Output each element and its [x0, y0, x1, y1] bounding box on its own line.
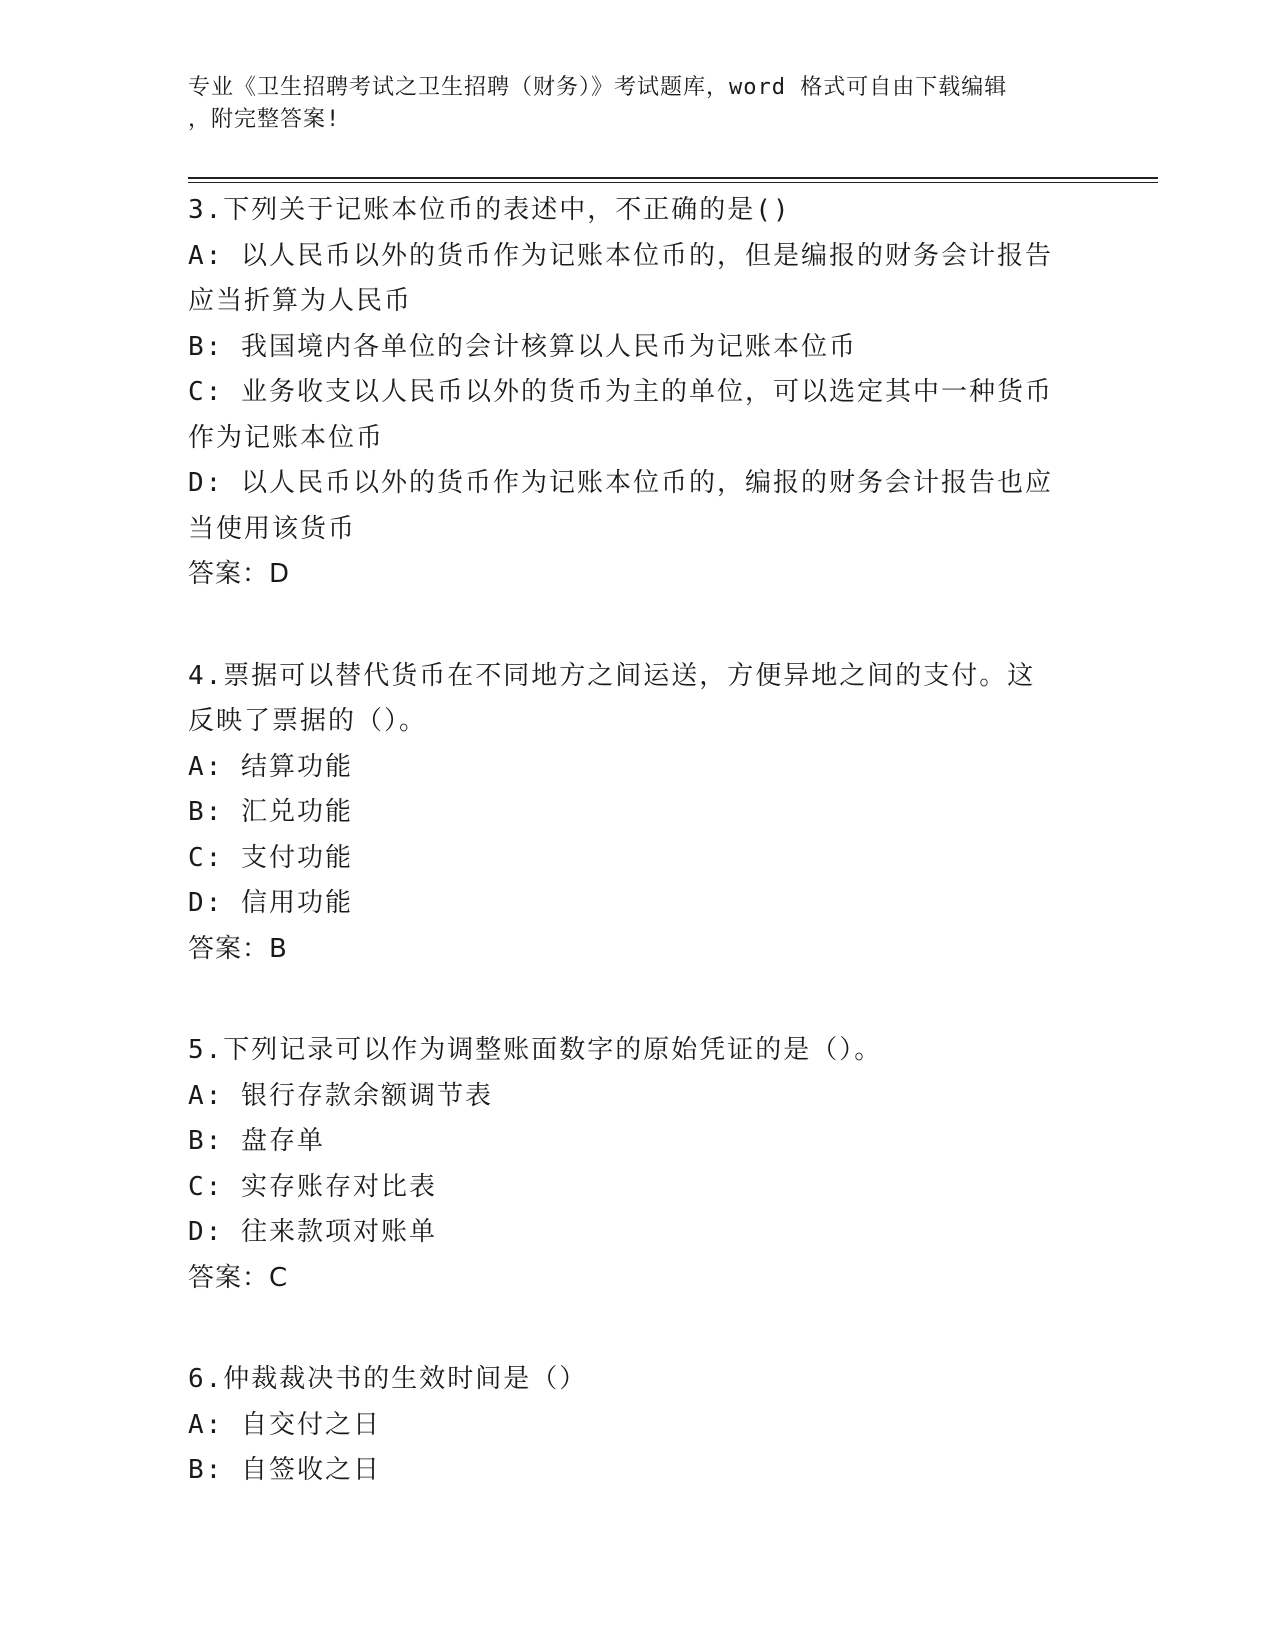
answer-option-line: B: 我国境内各单位的会计核算以人民币为记账本位币	[188, 331, 857, 362]
answer-option-line: 应当折算为人民币	[188, 286, 413, 316]
answer-option	[188, 1448, 1068, 1494]
answer-option-line: B: 汇兑功能	[188, 797, 353, 827]
question-stem-line: 5.下列记录可以作为调整账面数字的原始凭证的是（）。	[188, 1035, 883, 1065]
answer-option	[188, 1119, 1068, 1165]
question-block	[188, 654, 1068, 973]
answer-option	[188, 790, 1068, 836]
question-stem-line: 4.票据可以替代货币在不同地方之间运送，方便异地之间的支付。这	[188, 660, 1036, 691]
answer-option-line: C: 支付功能	[188, 842, 353, 873]
answer-key: 答案：B	[188, 933, 288, 964]
answer-key: 答案：C	[188, 1262, 289, 1293]
answer-option	[188, 745, 1068, 791]
answer-option-line: A: 以人民币以外的货币作为记账本位币的，但是编报的财务会计报告	[188, 240, 1053, 271]
answer-option	[188, 1403, 1068, 1449]
question-stem-line: 3.下列关于记账本位币的表述中，不正确的是()	[188, 195, 791, 225]
header-divider	[188, 177, 1158, 183]
header-line-2: ，附完整答案!	[188, 107, 341, 132]
question-block	[188, 1028, 1068, 1301]
answer-option	[188, 1074, 1068, 1120]
answer-option	[188, 461, 1068, 552]
answer-option	[188, 881, 1068, 927]
header-line-1: 专业《卫生招聘考试之卫生招聘（财务）》考试题库，word 格式可自由下载编辑	[188, 75, 1008, 100]
answer-option-line: A: 银行存款余额调节表	[188, 1080, 493, 1111]
answer-option	[188, 1210, 1068, 1256]
answer-option-line: D: 信用功能	[188, 888, 353, 918]
answer-option-line: 作为记账本位币	[188, 422, 385, 453]
answer-option	[188, 234, 1068, 325]
answer-option-line: A: 结算功能	[188, 751, 353, 782]
answer-option	[188, 370, 1068, 461]
answer-option	[188, 1165, 1068, 1211]
answer-option	[188, 836, 1068, 882]
question-block	[188, 188, 1068, 598]
answer-option-line: D: 往来款项对账单	[188, 1217, 437, 1247]
document-header	[188, 72, 1088, 136]
answer-key: 答案：D	[188, 559, 291, 589]
question-stem-line: 6.仲裁裁决书的生效时间是（）	[188, 1364, 588, 1394]
answer-option-line: B: 盘存单	[188, 1126, 325, 1156]
answer-option	[188, 325, 1068, 371]
answer-option-line: C: 业务收支以人民币以外的货币为主的单位，可以选定其中一种货币	[188, 377, 1053, 407]
answer-option-line: C: 实存账存对比表	[188, 1171, 437, 1202]
answer-option-line: D: 以人民币以外的货币作为记账本位币的，编报的财务会计报告也应	[188, 468, 1053, 498]
answer-option-line: A: 自交付之日	[188, 1409, 381, 1440]
question-block	[188, 1357, 1068, 1494]
answer-option-line: 当使用该货币	[188, 513, 357, 544]
question-stem-line: 反映了票据的（）。	[188, 706, 428, 736]
answer-option-line: B: 自签收之日	[188, 1455, 381, 1485]
question-list	[188, 188, 1068, 1550]
